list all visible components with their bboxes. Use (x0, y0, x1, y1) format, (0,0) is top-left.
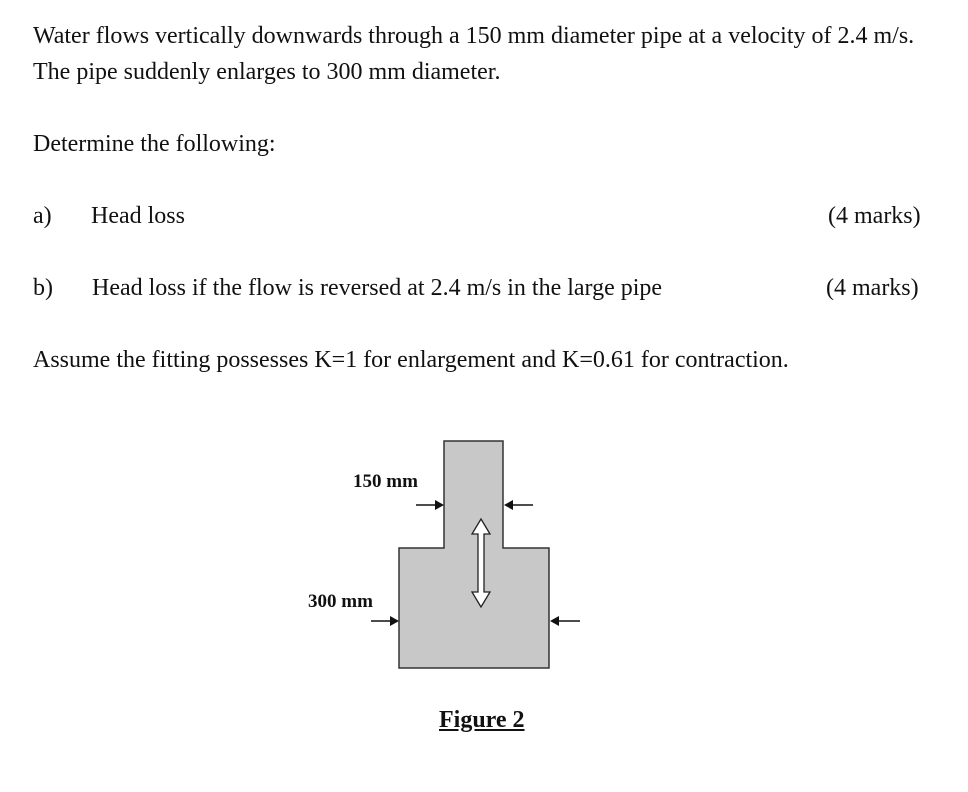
large-pipe-diameter-label: 300 mm (308, 591, 373, 612)
question-a-label: a) (33, 203, 52, 229)
figure-caption: Figure 2 (439, 707, 525, 733)
large-pipe-right-arrow (550, 616, 580, 626)
small-pipe-right-arrow (504, 500, 533, 510)
question-a-marks: (4 marks) (828, 203, 921, 229)
small-pipe-diameter-label: 150 mm (353, 471, 418, 492)
question-b-text: Head loss if the flow is reversed at 2.4 m/s in the large pipe (92, 275, 663, 301)
pipe-cross-section (399, 441, 549, 668)
question-b-marks: (4 marks) (826, 275, 919, 301)
small-pipe-left-arrow (416, 500, 444, 510)
large-pipe-left-arrow (371, 616, 399, 626)
question-b-label: b) (33, 275, 53, 301)
assumption-text: Assume the fitting possesses K=1 for enlargement and K=0.61 for contraction. (33, 347, 789, 373)
question-a-text: Head loss (91, 203, 185, 229)
problem-intro: Water flows vertically downwards through a 150 mm diameter pipe at a velocity of 2.4 m/s. The pipe suddenly enlarges to 300 mm diameter. (33, 23, 915, 85)
determine-heading: Determine the following: (33, 131, 276, 157)
